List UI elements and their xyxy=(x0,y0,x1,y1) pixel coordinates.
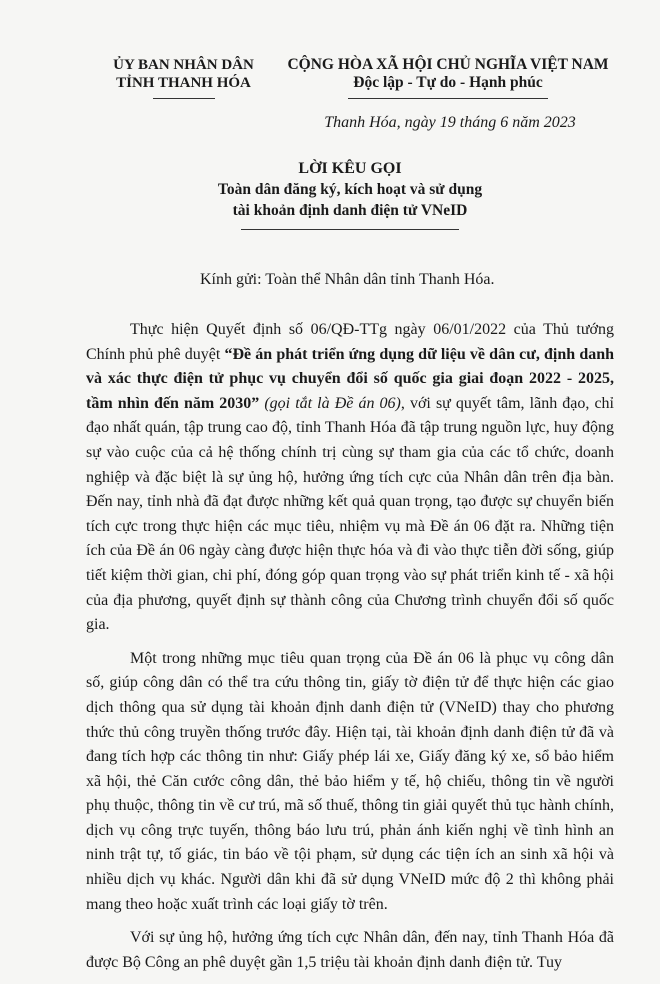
paragraph-1 xyxy=(86,318,614,638)
paragraph-3: Với sự ủng hộ, hưởng ứng tích cực Nhân dân, đến nay, tỉnh Thanh Hóa đã được Bộ Công an phê duyệt gần 1,5 triệu tài khoản định danh điện tử. Tuy xyxy=(86,929,614,971)
p1-rest: , với sự quyết tâm, lãnh đạo, chỉ đạo nhất quán, tập trung cao độ, tỉnh Thanh Hóa đã tập trung nguồn lực, huy động sự vào cuộc của cả hệ thống chính trị cùng sự tham gia của các tổ chức, doanh nghiệp và đặc biệt là sự ủng hộ, hưởng ứng tích cực của Nhân dân trên địa bàn. Đến nay, tỉnh nhà đã đạt được những kết quả quan trọng, tạo được sự chuyển biến tích cực trong thực hiện các mục tiêu, nhiệm vụ mà Đề án 06 đặt ra. Những tiện ích của Đề án 06 ngày càng được hiện thực hóa và đi vào thực tiễn đời sống, giúp tiết kiệm thời gian, chi phí, đóng góp quan trọng vào sự phát triển kinh tế - xã hội của địa phương, quyết định sự thành công của Chương trình chuyển đổi số quốc gia. xyxy=(86,394,615,634)
country-name: CỘNG HÒA XÃ HỘI CHỦ NGHĨA VIỆT NAM xyxy=(287,56,609,73)
paragraph-2: Một trong những mục tiêu quan trọng của Đề án 06 là phục vụ công dân số, giúp công dân có thể tra cứu thông tin, giấy tờ điện tử để thực hiện các giao dịch thông qua sử dụng tài khoản định danh điện tử (VNeID) thay cho phương thức thủ công truyền thống trước đây. Hiện tại, tài khoản định danh điện tử đã và đang tích hợp các thông tin như: Giấy phép lái xe, Giấy đăng ký xe, sổ bảo hiểm xã hội, thẻ Căn cước công dân, thẻ bảo hiểm y tế, hộ chiếu, thông tin về người phụ thuộc, thông tin về cư trú, mã số thuế, thông tin giải quyết thủ tục hành chính, dịch vụ công trực tuyến, thông báo lưu trú, phản ánh kiến nghị về tình hình an ninh trật tự, tố giác, tin báo về tội phạm, sử dụng các tiện ích an sinh xã hội và nhiều dịch vụ khác. Người dân khi đã sử dụng VNeID mức độ 2 thì không phải mang theo hoặc xuất trình các loại giấy tờ trên. xyxy=(86,649,614,913)
authority-line-2: TỈNH THANH HÓA xyxy=(116,75,251,91)
authority-line-1: ỦY BAN NHÂN DÂN xyxy=(113,57,254,73)
motto-underline xyxy=(348,98,548,99)
authority-underline xyxy=(153,98,215,99)
title-sub-2: tài khoản định danh điện tử VNeID xyxy=(232,202,468,219)
salutation: Kính gửi: Toàn thể Nhân dân tỉnh Thanh Hóa. xyxy=(200,271,495,288)
document-title xyxy=(150,158,550,230)
title-main: LỜI KÊU GỌI xyxy=(298,160,402,177)
p1-project-name: “Đề án phát triển ứng dụng dữ liệu về dân cư, định danh và xác thực điện tử phục vụ chuyển đổi số quốc gia giai đoạn 2022 - 2025, tầm nhìn đến năm 2030” xyxy=(86,345,615,412)
title-sub-1: Toàn dân đăng ký, kích hoạt và sử dụng xyxy=(217,181,483,198)
title-rule xyxy=(241,229,459,230)
p1-intro: Thực hiện Quyết định số 06/QĐ-TTg ngày 06/01/2022 của Thủ tướng Chính phủ phê duyệt xyxy=(86,321,614,363)
motto: Độc lập - Tự do - Hạnh phúc xyxy=(353,74,543,91)
document-date: Thanh Hóa, ngày 19 tháng 6 năm 2023 xyxy=(324,114,576,131)
national-motto xyxy=(282,56,614,99)
issuing-authority xyxy=(96,56,271,99)
document-body xyxy=(86,318,614,984)
p1-abbreviation: (gọi tắt là Đề án 06) xyxy=(259,394,401,412)
